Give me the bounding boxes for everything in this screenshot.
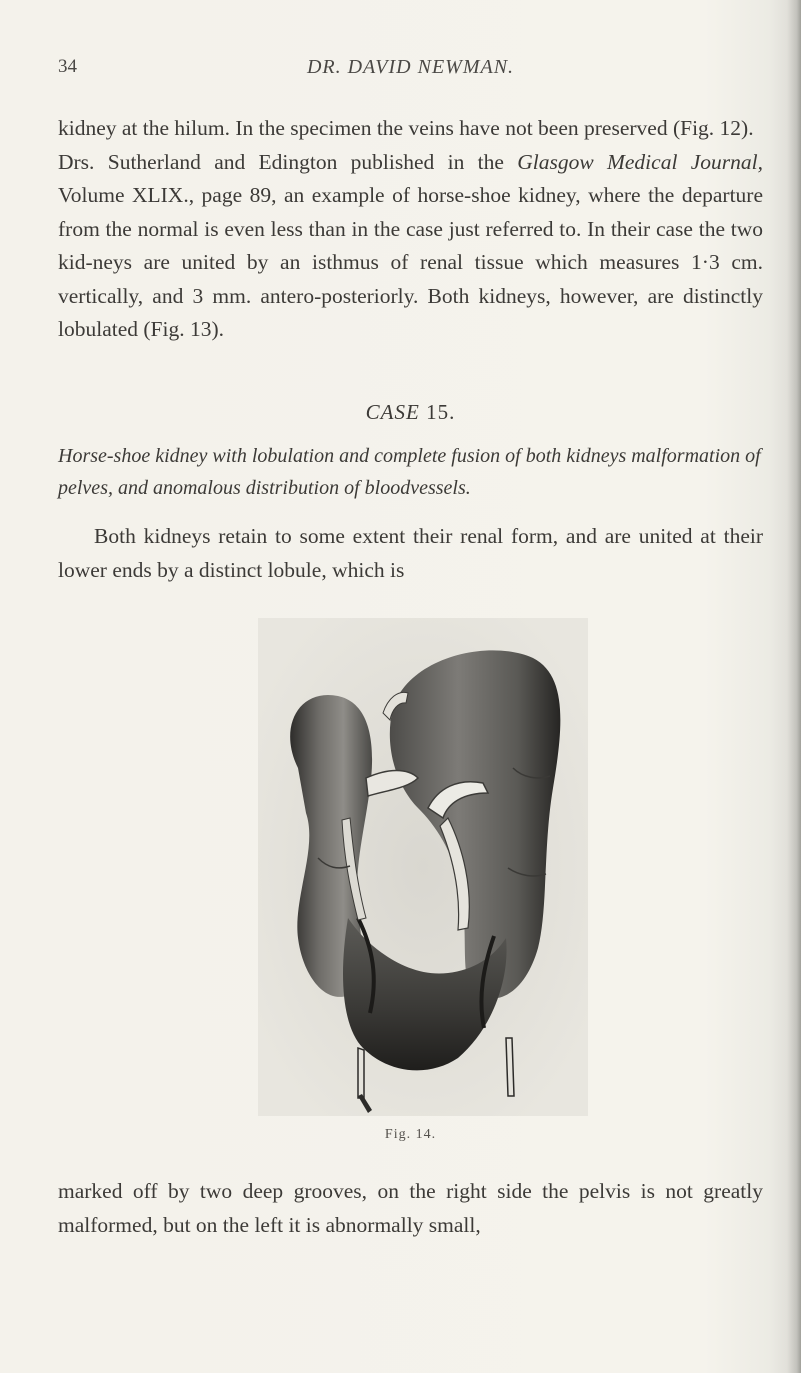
page-edge-shadow <box>787 0 801 1373</box>
case-heading <box>58 400 763 425</box>
kidney-illustration <box>258 618 588 1116</box>
left-ureter-stub <box>358 1048 364 1098</box>
paragraph-2: Both kidneys retain to some extent their renal form, and are united at their lower ends by a distinct lobule, which is <box>58 524 763 582</box>
case-subtitle: Horse-shoe kidney with lobulation and complete fusion of both kidneys malformation of pelves, and anomalous distribution of bloodvessels. <box>58 445 761 499</box>
figure-horseshoe-kidney <box>258 618 588 1116</box>
paragraph-1 <box>58 112 763 347</box>
journal-title: Glasgow Medical Journal, <box>517 149 763 174</box>
case-number: 15. <box>419 400 456 424</box>
paragraph-1-sentence-start: Drs. Sutherland and Edington published in the <box>58 149 518 174</box>
figure-caption: Fig. 14. <box>384 1127 437 1142</box>
page-header <box>58 56 763 84</box>
running-head: DR. DAVID NEWMAN. <box>306 56 515 78</box>
page-number: 34 <box>58 56 77 77</box>
right-ureter-stub <box>506 1038 514 1096</box>
paragraph-1-sentence-rest: Volume XLIX., page 89, an example of horse-shoe kidney, where the departure from the normal is even less than in the case just referred to. In their case the two kid-neys are united by an isthmus of renal tissue which measures 1·3 cm. vertically, and 3 mm. antero-posteriorly. Both kidneys, however, are distinctly lobulated (Fig. 13). <box>58 183 763 341</box>
paragraph-1-line-2: preserved (Fig. 12). <box>584 116 754 140</box>
paragraph-1-line-1: kidney at the hilum. In the specimen the veins have not been <box>58 116 579 140</box>
case-label: CASE <box>365 400 420 424</box>
paragraph-3: marked off by two deep grooves, on the right side the pelvis is not greatly malformed, but on the left it is abnormally small, <box>58 1179 763 1237</box>
